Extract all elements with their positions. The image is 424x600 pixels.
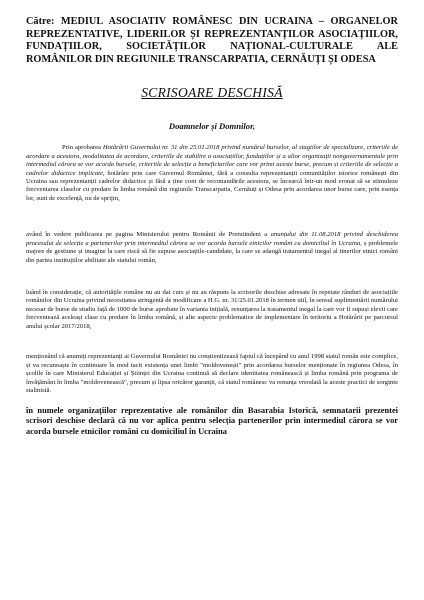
paragraph-considering: luând în considerație, că autoritățile române nu au dat curs și nu au răspuns la scrisorile deschise adresate în repetate rânduri de asociațiile românilor din Ucraina privind necesitatea stringentă de modificare a H.G. nr. 31/25.01.2018 în termen util, în sensul suplimentării numărului necesar de burse de studiu față de 1000 de burse aprobate în varianta inițială, renunțarea la tratamentul inegal la care vor fi supuși elevii care frecventează aceleași clase cu predare în limba română, și alte aspecte problematice de implementare în teritoriu a Hotărârii pe parcursul anului școlar 2017/2018,	[26, 289, 398, 330]
paragraph1-rest: , hotărâre prin care Guvernul României, fără a consulta reprezentanții comunităților istorice românești din Ucraina sau reprezentanții cadrelor didactice și fără a ține cont de recomandările acestora, se încearcă într-un mod eronat să se stimuleze frecventarea claselor cu predare în limba română din regiunile Transcarpatia, Cernăuți și Odesa prin acordarea unor burse care, prin esența lor, sunt de excelență, nu de sprijin,	[26, 169, 398, 202]
declaration-paragraph: în numele organizațiilor reprezentative ale românilor din Basarabia Istorică, semnatarii prezentei scrisori deschise declară că nu vor aplica pentru selecția partenerilor prin intermediul cărora se vor acorda bursele etnicilor români cu domiciliul în Ucraina	[26, 406, 398, 436]
paragraph2-announcement-title: anunțului din 11.08.2018 privind deschiderea procesului de selecție a partenerilor prin intermediul cărora se vor acorda bursele etnicilor români cu domiciliul în Ucraina	[26, 231, 398, 247]
recipients-header	[26, 16, 398, 66]
paragraph2-lead: având în vedere publicarea pe pagina Ministerului pentru Românii de Pretutindeni a	[26, 231, 271, 239]
recipients-list: MEDIUL ASOCIATIV ROMÂNESC DIN UCRAINA – ORGANELOR REPREZENTATIVE, LIDERILOR ȘI REPREZENTANȚILOR ASOCIAȚIILOR, FUNDAȚIILOR, SOCIETĂȚILOR NAȚIONAL-CULTURALE ALE ROMÂNILOR DIN REGIUNILE TRANSCARPATIA, CERNĂUȚI ȘI ODESA	[26, 16, 398, 65]
paragraph-mentioning: menționând că anumiți reprezentanți ai Guvernului României nu conștientizează faptul că începând cu anul 1998 statul român este complice, și va recunoaște în continuare în mod tacit existența unei limbi "moldovenești" prin acordarea burselor menționate în regiunea Odesa, în școlile în care Ministerul Educației și Științei din Ucraina continuă să declare identitatea românească și limba română prin programa de învățământ în limba "moldovenească", precum și lipsa oricăror garanții, că statul românesc va renunța vreodată la aceste practici de sorginte stalinistă.	[26, 353, 398, 394]
paragraph1-lead: Prin aprobarea	[62, 144, 103, 152]
paragraph2-rest: , ș problemele majore de gestiune și imagine la care riscă să fie supuse asociațiile-candidate, la care se adaugă tratamentul inegal al tinerilor etnici români din partea instituțiilor abilitate ale statului român,	[26, 239, 399, 264]
paragraph1-decision-title: Hotărârii Guvernului nr. 31 din 25.01.2018 privind numărul burselor, al stagiilor de specializare, criteriile de acordare a acestora, modalitatea de acordare, criteriile de stabilire a asociațiilor, fundațiilor și a altor organizații nonguvernamentale prin intermediul cărora se vor acorda bursele, criteriile de selecție a beneficiarilor care vor primi aceste burse, precum și criteriile de selecție a cadrelor didactice implicate	[26, 144, 398, 177]
paragraph-announcement	[26, 231, 398, 265]
document-title: SCRISOARE DESCHISĂ	[141, 85, 283, 101]
paragraph-government-decision	[26, 144, 398, 203]
recipients-lead: Către:	[26, 16, 55, 27]
salutation: Doamnelor și Domnilor,	[168, 121, 256, 132]
